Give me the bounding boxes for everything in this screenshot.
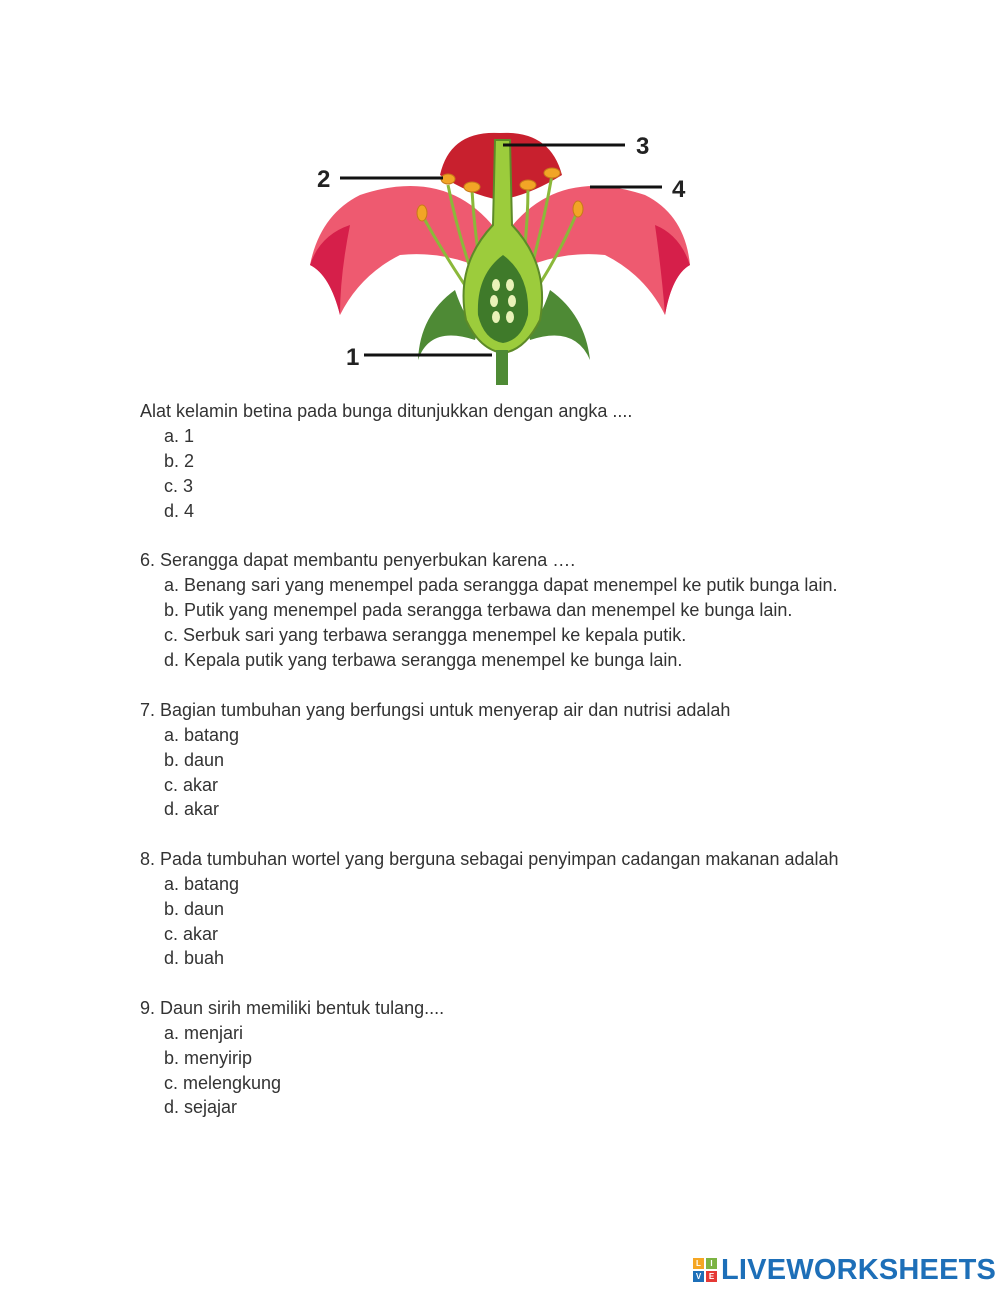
stem (496, 350, 508, 385)
q8-option-d[interactable]: d. buah (164, 948, 225, 968)
q9-option-d[interactable]: d. sejajar (164, 1097, 238, 1117)
q6-option-c[interactable]: c. Serbuk sari yang terbawa serangga menempel ke kepala putik. (164, 625, 687, 645)
question-9-text: 9. Daun sirih memiliki bentuk tulang.... (140, 998, 445, 1018)
label-1: 1 (346, 344, 360, 371)
flower-diagram (300, 125, 710, 385)
logo-wordmark: LIVEWORKSHEETS (721, 1253, 997, 1286)
question-7-text: 7. Bagian tumbuhan yang berfungsi untuk menyerap air dan nutrisi adalah (140, 700, 731, 720)
flower-illustration (300, 125, 710, 385)
q5-option-d[interactable]: d. 4 (164, 501, 195, 521)
logo-letter-v: V (693, 1271, 704, 1282)
q5-option-a[interactable]: a. 1 (164, 426, 195, 446)
q5-option-b[interactable]: b. 2 (164, 451, 195, 471)
question-6-text: 6. Serangga dapat membantu penyerbukan karena …. (140, 550, 576, 570)
logo-letter-l: L (693, 1258, 704, 1269)
question-5-text: Alat kelamin betina pada bunga ditunjukkan dengan angka .... (140, 401, 633, 421)
q6-option-d[interactable]: d. Kepala putik yang terbawa serangga menempel ke bunga lain. (164, 650, 683, 670)
q8-option-a[interactable]: a. batang (164, 874, 240, 894)
logo-letter-i: I (706, 1258, 717, 1269)
q5-option-c[interactable]: c. 3 (164, 476, 194, 496)
label-3: 3 (636, 133, 650, 160)
q8-option-b[interactable]: b. daun (164, 899, 225, 919)
logo-icon (693, 1258, 717, 1282)
q9-option-c[interactable]: c. melengkung (164, 1073, 282, 1093)
q7-option-c[interactable]: c. akar (164, 775, 219, 795)
q9-option-b[interactable]: b. menyirip (164, 1048, 253, 1068)
q7-option-d[interactable]: d. akar (164, 799, 220, 819)
label-4: 4 (672, 176, 686, 203)
question-8-text: 8. Pada tumbuhan wortel yang berguna sebagai penyimpan cadangan makanan adalah (140, 849, 839, 869)
q7-option-a[interactable]: a. batang (164, 725, 240, 745)
q6-option-a[interactable]: a. Benang sari yang menempel pada serangga dapat menempel ke putik bunga lain. (164, 575, 838, 595)
q8-option-c[interactable]: c. akar (164, 924, 219, 944)
logo-letter-e: E (706, 1271, 717, 1282)
q9-option-a[interactable]: a. menjari (164, 1023, 244, 1043)
q6-option-b[interactable]: b. Putik yang menempel pada serangga terbawa dan menempel ke bunga lain. (164, 600, 793, 620)
label-2: 2 (317, 166, 331, 193)
liveworksheets-logo (693, 1254, 996, 1286)
q7-option-b[interactable]: b. daun (164, 750, 225, 770)
